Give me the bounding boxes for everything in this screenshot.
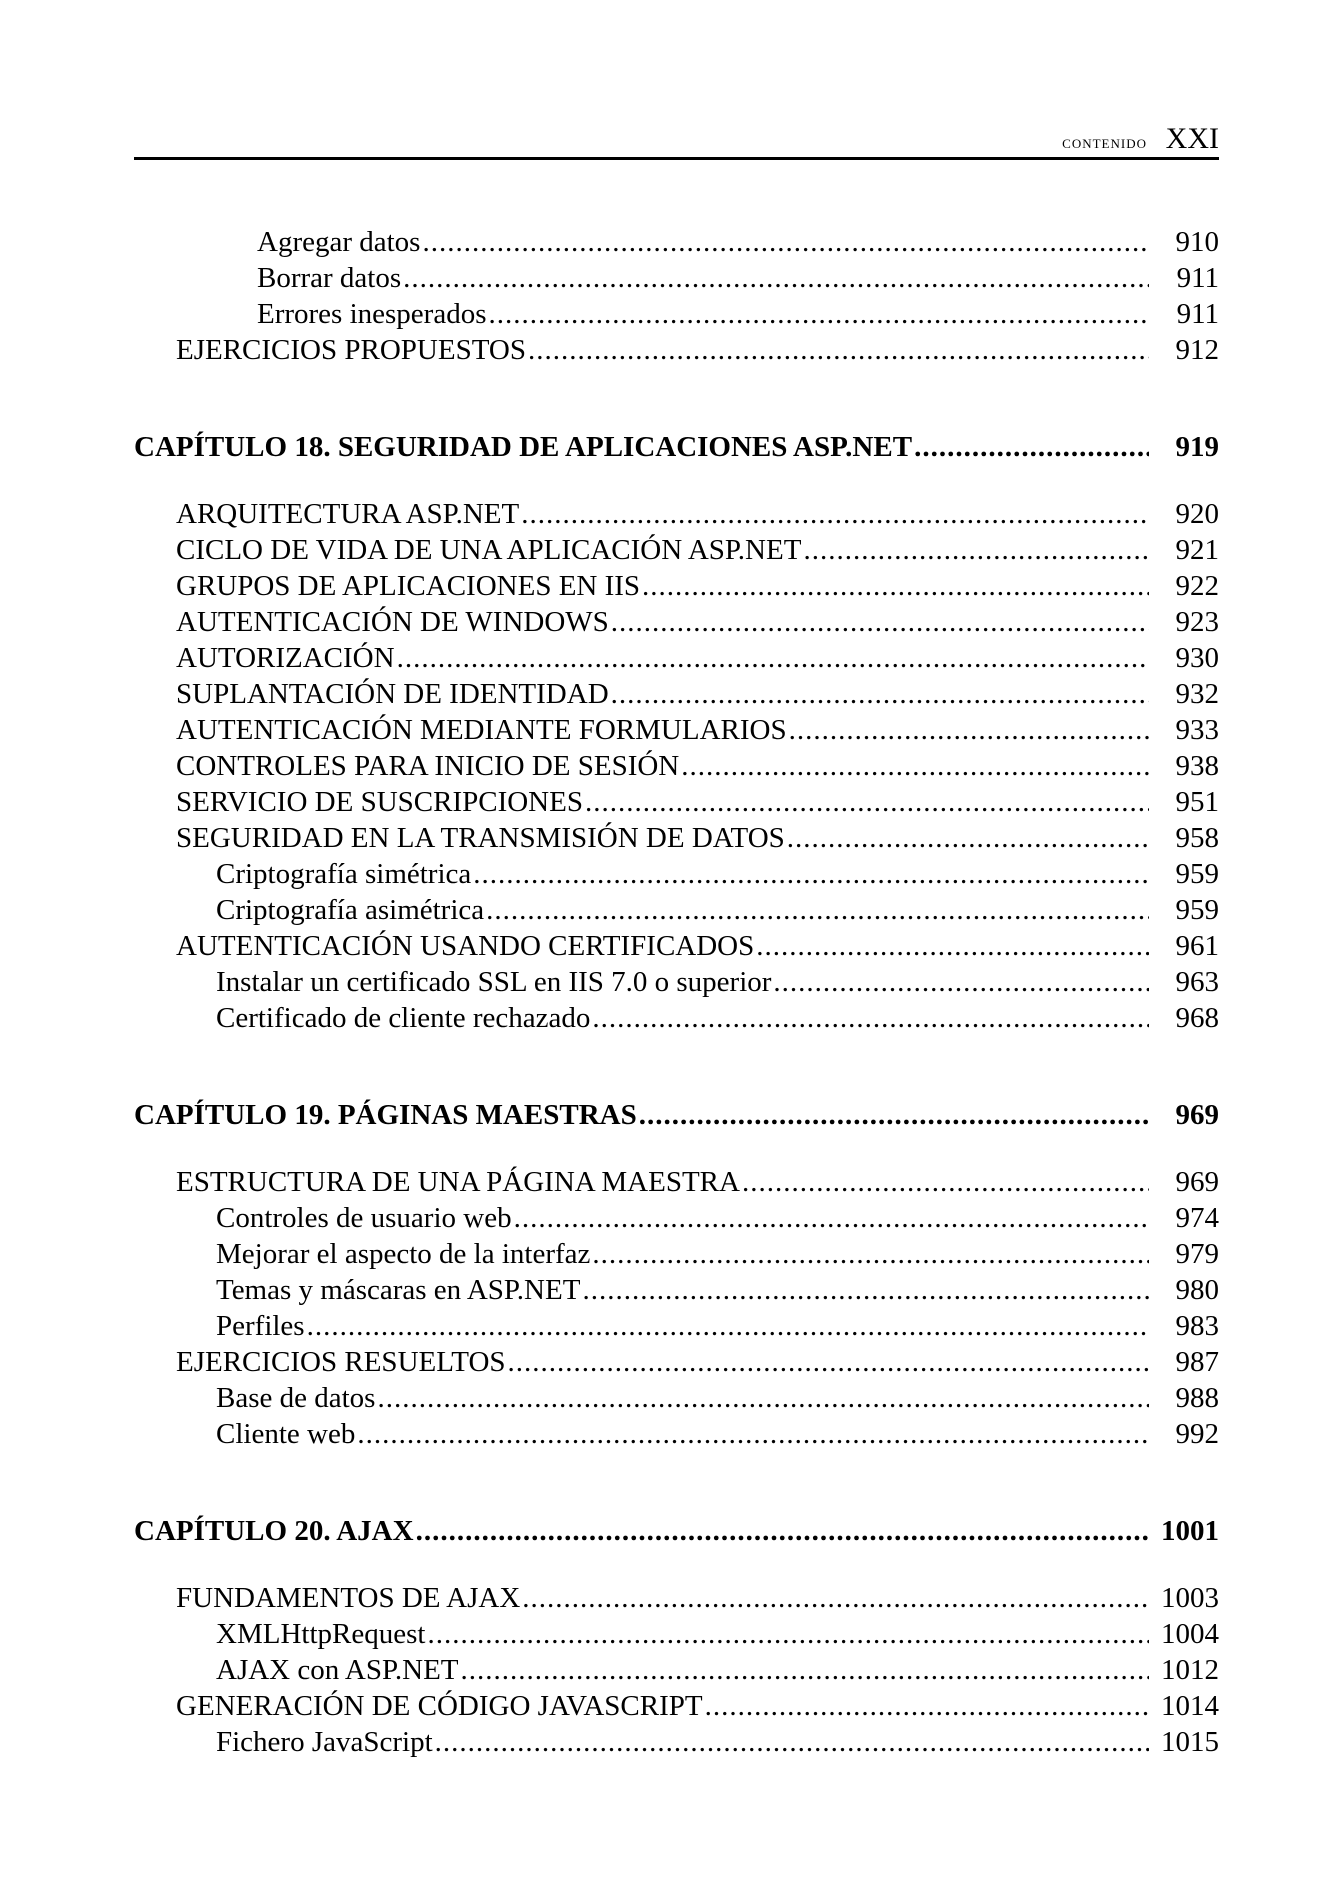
toc-entry-text: AUTORIZACIÓN xyxy=(176,642,395,674)
toc-entry xyxy=(134,1380,1219,1416)
chapter-heading-page: 919 xyxy=(1175,431,1219,463)
toc-entry xyxy=(134,496,1219,532)
toc-entry-page: 911 xyxy=(1176,298,1219,330)
toc-entry xyxy=(134,224,1219,260)
dot-leader xyxy=(611,676,1149,712)
chapter-block xyxy=(134,1452,1219,1760)
toc-entry xyxy=(134,1616,1219,1652)
toc-entry-text: AJAX con ASP.NET xyxy=(216,1654,459,1686)
dot-leader xyxy=(357,1416,1149,1452)
toc-entry-text: SEGURIDAD EN LA TRANSMISIÓN DE DATOS xyxy=(176,822,785,854)
toc-entry xyxy=(134,676,1219,712)
toc-entry-text: GENERACIÓN DE CÓDIGO JAVASCRIPT xyxy=(176,1690,703,1722)
toc-entry xyxy=(134,1272,1219,1308)
spacer xyxy=(134,1550,1219,1580)
toc-entry-page: 983 xyxy=(1175,1310,1219,1342)
toc-entry-text: ARQUITECTURA ASP.NET xyxy=(176,498,520,530)
dot-leader xyxy=(522,1580,1149,1616)
chapter-block xyxy=(134,1036,1219,1452)
dot-leader xyxy=(742,1164,1149,1200)
toc-entry-page: 911 xyxy=(1176,262,1219,294)
dot-leader xyxy=(789,712,1149,748)
table-of-contents xyxy=(134,224,1219,1760)
chapter-heading-page: 1001 xyxy=(1161,1515,1219,1547)
toc-entry-page: 961 xyxy=(1175,930,1219,962)
toc-entry-text: EJERCICIOS PROPUESTOS xyxy=(176,334,526,366)
toc-entry-page: 930 xyxy=(1175,642,1219,674)
continued-section-block xyxy=(134,224,1219,368)
toc-entry-text: Base de datos xyxy=(216,1382,376,1414)
toc-entry-text: CONTROLES PARA INICIO DE SESIÓN xyxy=(176,750,680,782)
spacer xyxy=(134,1134,1219,1164)
toc-entry-page: 969 xyxy=(1175,1166,1219,1198)
chapter-heading-text: CAPÍTULO 19. PÁGINAS MAESTRAS xyxy=(134,1099,637,1131)
dot-leader xyxy=(397,640,1149,676)
toc-entry-page: 968 xyxy=(1175,1002,1219,1034)
toc-entry xyxy=(134,712,1219,748)
toc-entry-text: EJERCICIOS RESUELTOS xyxy=(176,1346,506,1378)
toc-entry-text: Controles de usuario web xyxy=(216,1202,512,1234)
dot-leader xyxy=(435,1724,1149,1760)
dot-leader xyxy=(756,928,1149,964)
dot-leader xyxy=(514,1200,1149,1236)
dot-leader xyxy=(592,1236,1149,1272)
dot-leader xyxy=(489,296,1150,332)
chapter-heading xyxy=(134,1512,1219,1550)
toc-entry xyxy=(134,1652,1219,1688)
toc-entry xyxy=(134,928,1219,964)
dot-leader xyxy=(642,568,1149,604)
spacer xyxy=(134,466,1219,496)
chapter-block xyxy=(134,368,1219,1036)
toc-entry xyxy=(134,568,1219,604)
toc-entry-text: FUNDAMENTOS DE AJAX xyxy=(176,1582,521,1614)
toc-entry-page: 987 xyxy=(1175,1346,1219,1378)
toc-entry-text: Certificado de cliente rechazado xyxy=(216,1002,591,1034)
dot-leader xyxy=(681,748,1149,784)
toc-entry xyxy=(134,1164,1219,1200)
toc-entry-page: 1004 xyxy=(1161,1618,1219,1650)
dot-leader xyxy=(461,1652,1150,1688)
toc-entry-page: 932 xyxy=(1175,678,1219,710)
toc-entry-text: Criptografía asimétrica xyxy=(216,894,485,926)
toc-entry-page: 959 xyxy=(1175,894,1219,926)
chapter-heading-text: CAPÍTULO 18. SEGURIDAD DE APLICACIONES ASP.NET xyxy=(134,431,913,463)
toc-entry-text: Agregar datos xyxy=(257,226,421,258)
toc-entry xyxy=(134,1344,1219,1380)
toc-entry-page: 921 xyxy=(1175,534,1219,566)
dot-leader xyxy=(403,260,1149,296)
toc-entry-text: Cliente web xyxy=(216,1418,356,1450)
spacer xyxy=(134,368,1219,428)
toc-entry xyxy=(134,1688,1219,1724)
toc-entry xyxy=(134,1580,1219,1616)
dot-leader xyxy=(914,428,1149,466)
toc-entry-text: AUTENTICACIÓN MEDIANTE FORMULARIOS xyxy=(176,714,787,746)
toc-entry-page: 951 xyxy=(1175,786,1219,818)
toc-entry-page: 974 xyxy=(1175,1202,1219,1234)
toc-entry-page: 988 xyxy=(1175,1382,1219,1414)
toc-entry xyxy=(134,1416,1219,1452)
toc-entry-text: CICLO DE VIDA DE UNA APLICACIÓN ASP.NET xyxy=(176,534,802,566)
running-head-title: contenido xyxy=(1062,132,1147,153)
toc-entry-text: Borrar datos xyxy=(257,262,402,294)
toc-entry-page: 1003 xyxy=(1161,1582,1219,1614)
dot-leader xyxy=(377,1380,1149,1416)
toc-entry-text: SERVICIO DE SUSCRIPCIONES xyxy=(176,786,583,818)
toc-entry-text: SUPLANTACIÓN DE IDENTIDAD xyxy=(176,678,609,710)
dot-leader xyxy=(521,496,1149,532)
running-head-page-number: XXI xyxy=(1165,122,1219,155)
dot-leader xyxy=(592,1000,1149,1036)
toc-entry xyxy=(134,748,1219,784)
toc-entry-text: Criptografía simétrica xyxy=(216,858,472,890)
toc-entry-text: ESTRUCTURA DE UNA PÁGINA MAESTRA xyxy=(176,1166,740,1198)
toc-entry-text: Temas y máscaras en ASP.NET xyxy=(216,1274,581,1306)
toc-entry-page: 933 xyxy=(1175,714,1219,746)
toc-entry xyxy=(134,604,1219,640)
toc-entry-page: 980 xyxy=(1175,1274,1219,1306)
toc-entry-page: 979 xyxy=(1175,1238,1219,1270)
toc-entry xyxy=(134,856,1219,892)
toc-entry xyxy=(134,1724,1219,1760)
dot-leader xyxy=(422,224,1149,260)
dot-leader xyxy=(639,1096,1149,1134)
toc-entry xyxy=(134,1000,1219,1036)
toc-entry-page: 938 xyxy=(1175,750,1219,782)
dot-leader xyxy=(528,332,1149,368)
toc-entry-page: 922 xyxy=(1175,570,1219,602)
spacer xyxy=(134,1036,1219,1096)
toc-entry-page: 959 xyxy=(1175,858,1219,890)
toc-entry-text: Instalar un certificado SSL en IIS 7.0 o superior xyxy=(216,966,772,998)
toc-entry-text: Mejorar el aspecto de la interfaz xyxy=(216,1238,591,1270)
dot-leader xyxy=(473,856,1149,892)
dot-leader xyxy=(705,1688,1149,1724)
header-rule xyxy=(134,157,1219,160)
toc-entry xyxy=(134,1236,1219,1272)
toc-entry-page: 1014 xyxy=(1161,1690,1219,1722)
dot-leader xyxy=(508,1344,1149,1380)
dot-leader xyxy=(787,820,1149,856)
toc-entry-text: GRUPOS DE APLICACIONES EN IIS xyxy=(176,570,641,602)
toc-entry xyxy=(134,1308,1219,1344)
toc-entry xyxy=(134,964,1219,1000)
toc-entry-text: Fichero JavaScript xyxy=(216,1726,433,1758)
toc-entry-page: 992 xyxy=(1175,1418,1219,1450)
dot-leader xyxy=(803,532,1149,568)
chapter-heading-text: CAPÍTULO 20. AJAX xyxy=(134,1515,414,1547)
dot-leader xyxy=(416,1512,1149,1550)
running-head xyxy=(134,124,1219,158)
toc-entry xyxy=(134,532,1219,568)
dot-leader xyxy=(307,1308,1149,1344)
toc-entry xyxy=(134,332,1219,368)
dot-leader xyxy=(486,892,1149,928)
dot-leader xyxy=(611,604,1149,640)
toc-entry-page: 963 xyxy=(1175,966,1219,998)
dot-leader xyxy=(427,1616,1149,1652)
toc-entry xyxy=(134,820,1219,856)
toc-entry xyxy=(134,1200,1219,1236)
toc-entry-text: AUTENTICACIÓN DE WINDOWS xyxy=(176,606,609,638)
dot-leader xyxy=(582,1272,1149,1308)
toc-entry-text: Errores inesperados xyxy=(257,298,487,330)
toc-entry-page: 1015 xyxy=(1161,1726,1219,1758)
chapter-heading-page: 969 xyxy=(1175,1099,1219,1131)
toc-entry-text: AUTENTICACIÓN USANDO CERTIFICADOS xyxy=(176,930,755,962)
dot-leader xyxy=(585,784,1149,820)
chapter-heading xyxy=(134,1096,1219,1134)
toc-entry xyxy=(134,784,1219,820)
toc-entry xyxy=(134,296,1219,332)
toc-entry xyxy=(134,892,1219,928)
toc-entry-page: 920 xyxy=(1175,498,1219,530)
toc-entry-text: XMLHttpRequest xyxy=(216,1618,426,1650)
toc-entry xyxy=(134,640,1219,676)
chapter-heading xyxy=(134,428,1219,466)
spacer xyxy=(134,1452,1219,1512)
toc-entry-page: 923 xyxy=(1175,606,1219,638)
toc-entry-text: Perfiles xyxy=(216,1310,305,1342)
toc-entry-page: 1012 xyxy=(1161,1654,1219,1686)
toc-entry-page: 910 xyxy=(1175,226,1219,258)
toc-entry-page: 958 xyxy=(1175,822,1219,854)
toc-entry-page: 912 xyxy=(1175,334,1219,366)
dot-leader xyxy=(773,964,1149,1000)
toc-entry xyxy=(134,260,1219,296)
